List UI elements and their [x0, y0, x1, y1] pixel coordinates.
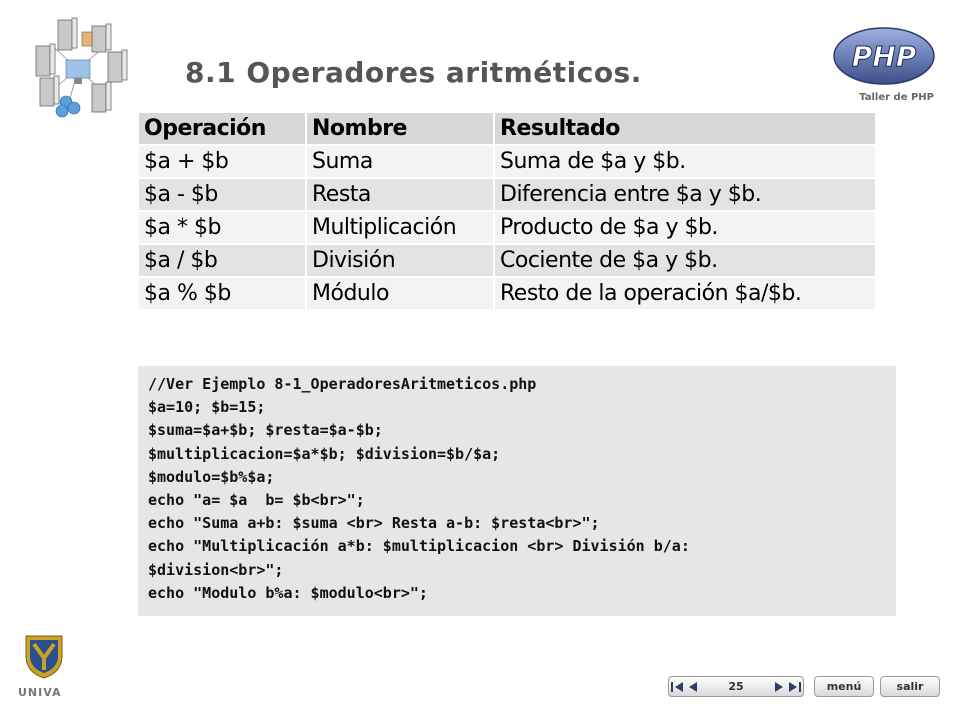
column-header-operacion: Operación: [139, 113, 305, 144]
result-cell: Producto de $a y $b.: [495, 212, 875, 243]
subtitle: Taller de PHP: [859, 92, 934, 103]
name-cell: Módulo: [307, 278, 493, 309]
operation-cell: $a + $b: [139, 146, 305, 177]
name-cell: Suma: [307, 146, 493, 177]
result-cell: Resto de la operación $a/$b.: [495, 278, 875, 309]
code-line: echo "Suma a+b: $suma <br> Resta a-b: $resta<br>";: [148, 514, 600, 533]
code-line: echo "Modulo b%a: $modulo<br>";: [148, 583, 428, 602]
server-network-icon: [22, 14, 134, 124]
code-line: echo "Multiplicación a*b: $multiplicacion <br> División b/a:: [148, 537, 690, 556]
table-header-row: [139, 113, 875, 144]
name-cell: División: [307, 245, 493, 276]
php-logo: [832, 26, 936, 86]
univa-shield-icon: [22, 632, 66, 680]
table-row: [139, 278, 875, 309]
table-row: [139, 179, 875, 210]
code-line: $multiplicacion=$a*$b; $division=$b/$a;: [148, 444, 501, 463]
column-header-nombre: Nombre: [307, 113, 493, 144]
code-line: $division<br>";: [148, 560, 284, 579]
brand-label: UNIVA: [18, 686, 62, 699]
column-header-resultado: Resultado: [495, 113, 875, 144]
table-row: [139, 245, 875, 276]
menu-button[interactable]: menú: [814, 676, 874, 697]
code-line: $suma=$a+$b; $resta=$a-$b;: [148, 421, 383, 440]
name-cell: Resta: [307, 179, 493, 210]
name-cell: Multiplicación: [307, 212, 493, 243]
next-page-icon[interactable]: [771, 677, 787, 696]
operation-cell: $a * $b: [139, 212, 305, 243]
exit-button[interactable]: salir: [880, 676, 940, 697]
last-page-icon[interactable]: [787, 677, 803, 696]
page-navigator: [668, 676, 804, 697]
php-logo-text: PHP: [851, 40, 917, 73]
table-row: [139, 146, 875, 177]
code-line: $a=10; $b=15;: [148, 398, 266, 417]
result-cell: Diferencia entre $a y $b.: [495, 179, 875, 210]
operation-cell: $a % $b: [139, 278, 305, 309]
code-line: echo "a= $a b= $b<br>";: [148, 491, 365, 510]
code-example-box: [138, 366, 896, 616]
table-row: [139, 212, 875, 243]
previous-page-icon[interactable]: [685, 677, 701, 696]
page-number: 25: [728, 680, 744, 693]
operation-cell: $a - $b: [139, 179, 305, 210]
first-page-icon[interactable]: [669, 677, 685, 696]
code-line: //Ver Ejemplo 8-1_OperadoresAritmeticos.php: [148, 375, 537, 393]
code-line: $modulo=$b%$a;: [148, 467, 275, 486]
result-cell: Suma de $a y $b.: [495, 146, 875, 177]
code-block: [148, 373, 886, 605]
page-title: 8.1 Operadores aritméticos.: [185, 56, 642, 89]
result-cell: Cociente de $a y $b.: [495, 245, 875, 276]
operation-cell: $a / $b: [139, 245, 305, 276]
operators-table: [137, 111, 877, 311]
